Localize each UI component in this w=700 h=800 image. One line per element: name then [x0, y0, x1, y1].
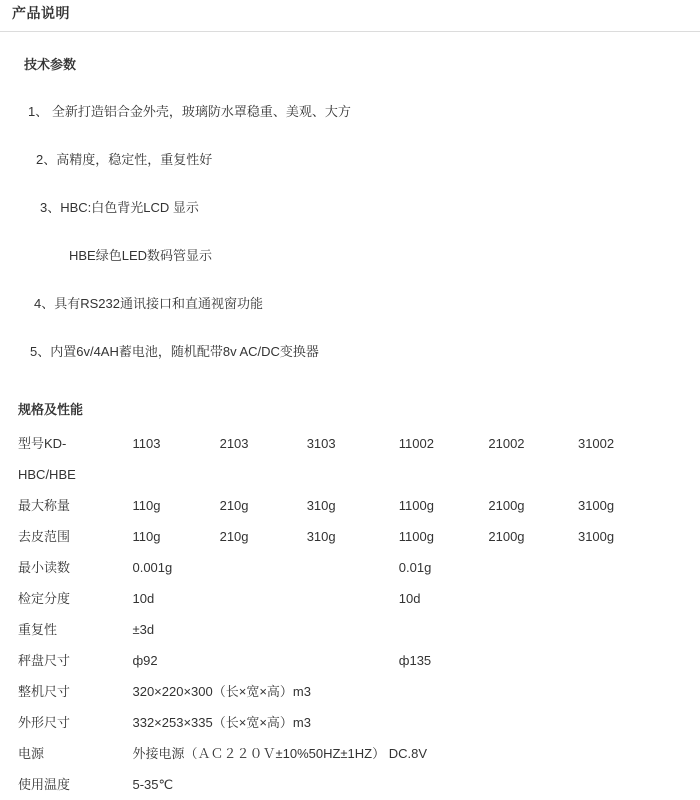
row-cell: 1100g [398, 529, 434, 544]
table-row [18, 552, 690, 583]
empty-cell [132, 459, 219, 490]
row-cell [307, 552, 399, 583]
row-cell: 320×220×300（长×宽×高）m3 [132, 684, 311, 699]
row-cell: 210g [219, 529, 249, 544]
table-row [18, 738, 690, 769]
table-row [18, 707, 690, 738]
empty-cell [399, 459, 489, 490]
model-label-line1: 型号KD- [18, 436, 67, 451]
table-row [18, 614, 690, 645]
empty-cell [488, 459, 578, 490]
model-cell: 31002 [577, 436, 615, 451]
table-row [18, 676, 690, 707]
row-cell: 310g [306, 529, 336, 544]
section-title-tech-params: 技术参数 [24, 57, 77, 72]
list-item: 4、具有RS232通讯接口和直通视窗功能 [34, 296, 263, 311]
model-label-line2: HBC/HBE [18, 467, 76, 482]
table-row [18, 769, 690, 800]
row-label: 检定分度 [18, 591, 71, 606]
list-item: 5、内置6v/4AH蓄电池，随机配带8v AC/DC变换器 [30, 344, 319, 359]
row-label: 最大称量 [18, 498, 71, 513]
empty-cell [220, 459, 307, 490]
section-title-spec-perf: 规格及性能 [18, 402, 84, 417]
row-label: 使用温度 [18, 777, 71, 792]
row-cell: 2100g [488, 498, 525, 513]
row-cell [578, 552, 690, 583]
empty-cell [307, 459, 399, 490]
list-item: 1、 全新打造铝合金外壳，玻璃防水罩稳重、美观、大方 [28, 104, 351, 119]
row-label: 秤盘尺寸 [18, 653, 71, 668]
tech-params-list [14, 103, 686, 361]
page-content [0, 54, 700, 800]
page-header [0, 0, 700, 32]
row-cell: 332×253×335（长×宽×高）m3 [132, 715, 311, 730]
model-cell: 21002 [488, 436, 525, 451]
row-label: 最小读数 [18, 560, 71, 575]
row-label: 整机尺寸 [18, 684, 71, 699]
row-cell [220, 614, 307, 645]
model-cell: 3103 [306, 436, 336, 451]
row-cell: 310g [306, 498, 336, 513]
specification-table [18, 428, 690, 800]
row-cell: 0.001g [132, 560, 173, 575]
model-cell: 11002 [398, 436, 434, 451]
row-cell [578, 614, 690, 645]
empty-cell [578, 459, 690, 490]
row-label: 电源 [18, 746, 45, 761]
table-row [18, 459, 690, 490]
row-cell: 10d [398, 591, 421, 606]
row-cell [488, 552, 578, 583]
row-label: 外形尺寸 [18, 715, 71, 730]
table-row [18, 428, 690, 459]
row-cell: 210g [219, 498, 249, 513]
table-row [18, 490, 690, 521]
row-cell: 3100g [577, 529, 615, 544]
list-item: 2、高精度，稳定性，重复性好 [36, 152, 213, 167]
page-title: 产品说明 [12, 5, 70, 21]
model-cell: 1103 [132, 436, 161, 451]
row-cell: 3100g [577, 498, 615, 513]
row-cell: 110g [132, 498, 161, 513]
row-cell: 外接电源（ＡＣ２２０Ｖ±10%50HZ±1HZ） DC.8V [132, 746, 428, 761]
row-cell [578, 583, 690, 614]
model-cell: 2103 [219, 436, 249, 451]
row-cell: 5-35℃ [132, 777, 174, 792]
row-cell: 0.01g [398, 560, 432, 575]
table-row [18, 521, 690, 552]
row-cell [488, 583, 578, 614]
row-cell [307, 583, 399, 614]
table-row [18, 645, 690, 676]
row-cell [220, 552, 307, 583]
row-label: 去皮范围 [18, 529, 71, 544]
row-cell [307, 645, 399, 676]
row-cell [220, 645, 307, 676]
row-cell: ±3d [132, 622, 155, 637]
row-label: 重复性 [18, 622, 58, 637]
row-cell [578, 645, 690, 676]
row-cell [488, 645, 578, 676]
list-item: HBE绿色LED数码管显示 [69, 248, 213, 263]
row-cell [488, 614, 578, 645]
row-cell: 110g [132, 529, 161, 544]
row-cell: ф135 [398, 653, 432, 668]
table-row [18, 583, 690, 614]
row-cell: 2100g [488, 529, 525, 544]
list-item: 3、HBC:白色背光LCD 显示 [40, 200, 199, 215]
row-cell [220, 583, 307, 614]
row-cell: ф92 [132, 653, 158, 668]
row-cell: 1100g [398, 498, 434, 513]
row-cell: 10d [132, 591, 155, 606]
row-cell [399, 614, 489, 645]
row-cell [307, 614, 399, 645]
